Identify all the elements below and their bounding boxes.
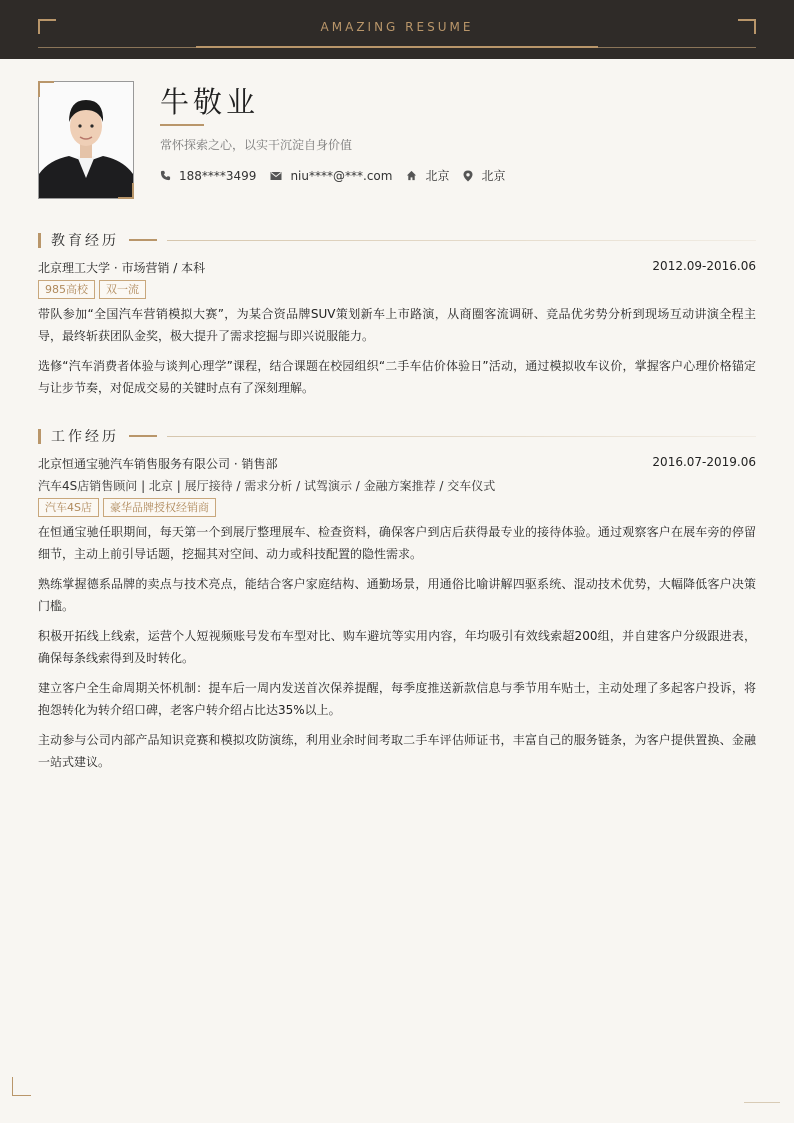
person-portrait-icon bbox=[39, 82, 133, 198]
section-divider bbox=[167, 436, 756, 437]
work-entry-header bbox=[38, 455, 756, 472]
tag: 豪华品牌授权经销商 bbox=[103, 498, 216, 517]
education-paragraph: 带队参加“全国汽车营销模拟大赛”，为某合资品牌SUV策划新车上市路演，从商圈客流调研、竞品优劣势分析到现场互动讲演全程主导，最终斩获团队金奖，极大提升了需求挖掘与即兴说服能力。 bbox=[38, 307, 756, 343]
header-divider-accent bbox=[196, 46, 598, 48]
contact-location bbox=[463, 167, 505, 184]
contact-hometown bbox=[406, 167, 449, 184]
location-pin-icon bbox=[463, 170, 473, 182]
work-company: 北京恒通宝驰汽车销售服务有限公司 · 销售部 bbox=[38, 457, 278, 471]
name-underline bbox=[160, 124, 204, 126]
section-marker bbox=[38, 233, 41, 248]
work-paragraph: 主动参与公司内部产品知识竞赛和模拟攻防演练，利用业余时间考取二手车评估师证书，丰富自己的服务链条，为客户提供置换、金融一站式建议。 bbox=[38, 733, 756, 769]
photo-corner-top-left bbox=[38, 81, 54, 97]
mail-icon bbox=[270, 171, 282, 181]
candidate-name: 牛敬业 bbox=[160, 85, 260, 119]
work-section-title bbox=[38, 427, 756, 445]
tag: 985高校 bbox=[38, 280, 95, 299]
work-role: 汽车4S店销售顾问 | 北京 | 展厅接待 / 需求分析 / 试驾演示 / 金融方案推荐 / 交车仪式 bbox=[38, 479, 496, 493]
work-paragraph: 积极开拓线上线索，运营个人短视频账号发布车型对比、购车避坑等实用内容，年均吸引有效线索超200组，并自建客户分级跟进表，确保每条线索得到及时转化。 bbox=[38, 629, 756, 665]
contact-list bbox=[160, 167, 519, 184]
education-section-title bbox=[38, 231, 756, 249]
section-divider bbox=[167, 240, 756, 241]
work-tags bbox=[38, 498, 220, 517]
page-corner-bottom-left bbox=[12, 1077, 31, 1096]
contact-hometown-text: 北京 bbox=[425, 169, 450, 183]
work-date: 2016.07-2019.06 bbox=[652, 455, 756, 469]
contact-email-text: niu****@***.com bbox=[290, 168, 393, 183]
section-marker bbox=[38, 429, 41, 444]
tag: 汽车4S店 bbox=[38, 498, 99, 517]
page-corner-bottom-right bbox=[744, 1102, 780, 1103]
section-accent-line bbox=[129, 239, 157, 241]
education-date: 2012.09-2016.06 bbox=[652, 259, 756, 273]
contact-location-text: 北京 bbox=[481, 169, 506, 183]
education-school: 北京理工大学 · 市场营销 / 本科 bbox=[38, 261, 206, 275]
home-icon bbox=[406, 170, 417, 181]
work-paragraph: 建立客户全生命周期关怀机制：提车后一周内发送首次保养提醒，每季度推送新款信息与季节用车贴士，主动处理了多起客户投诉，将抱怨转化为转介绍口碑，老客户转介绍占比达35%以上。 bbox=[38, 681, 756, 717]
candidate-motto: 常怀探索之心，以实干沉淀自身价值 bbox=[160, 138, 353, 152]
education-heading: 教育经历 bbox=[51, 233, 119, 249]
work-heading: 工作经历 bbox=[51, 429, 119, 445]
contact-email bbox=[270, 169, 392, 183]
resume-header bbox=[0, 0, 794, 59]
section-accent-line bbox=[129, 435, 157, 437]
work-paragraph: 熟练掌握德系品牌的卖点与技术亮点，能结合客户家庭结构、通勤场景，用通俗比喻讲解四驱系统、混动技术优势，大幅降低客户决策门槛。 bbox=[38, 577, 756, 613]
work-paragraph: 在恒通宝驰任职期间，每天第一个到展厅整理展车、检查资料，确保客户到店后获得最专业的接待体验。通过观察客户在展车旁的停留细节，主动上前引导话题，挖掘其对空间、动力或科技配置的隐性需求。 bbox=[38, 525, 756, 561]
education-paragraph: 选修“汽车消费者体验与谈判心理学”课程，结合课题在校园组织“二手车估价体验日”活动，通过模拟收车议价，掌握客户心理价格锚定与让步节奏，对促成交易的关键时点有了深刻理解。 bbox=[38, 359, 756, 395]
contact-phone-text: 188****3499 bbox=[179, 168, 257, 183]
photo-corner-bottom-right bbox=[118, 183, 134, 199]
contact-phone bbox=[160, 169, 256, 183]
tag: 双一流 bbox=[99, 280, 146, 299]
education-entry-header bbox=[38, 259, 756, 276]
education-tags bbox=[38, 280, 150, 299]
profile-photo bbox=[38, 81, 134, 199]
avatar bbox=[38, 81, 134, 199]
header-title: AMAZING RESUME bbox=[320, 20, 474, 34]
phone-icon bbox=[160, 170, 171, 181]
